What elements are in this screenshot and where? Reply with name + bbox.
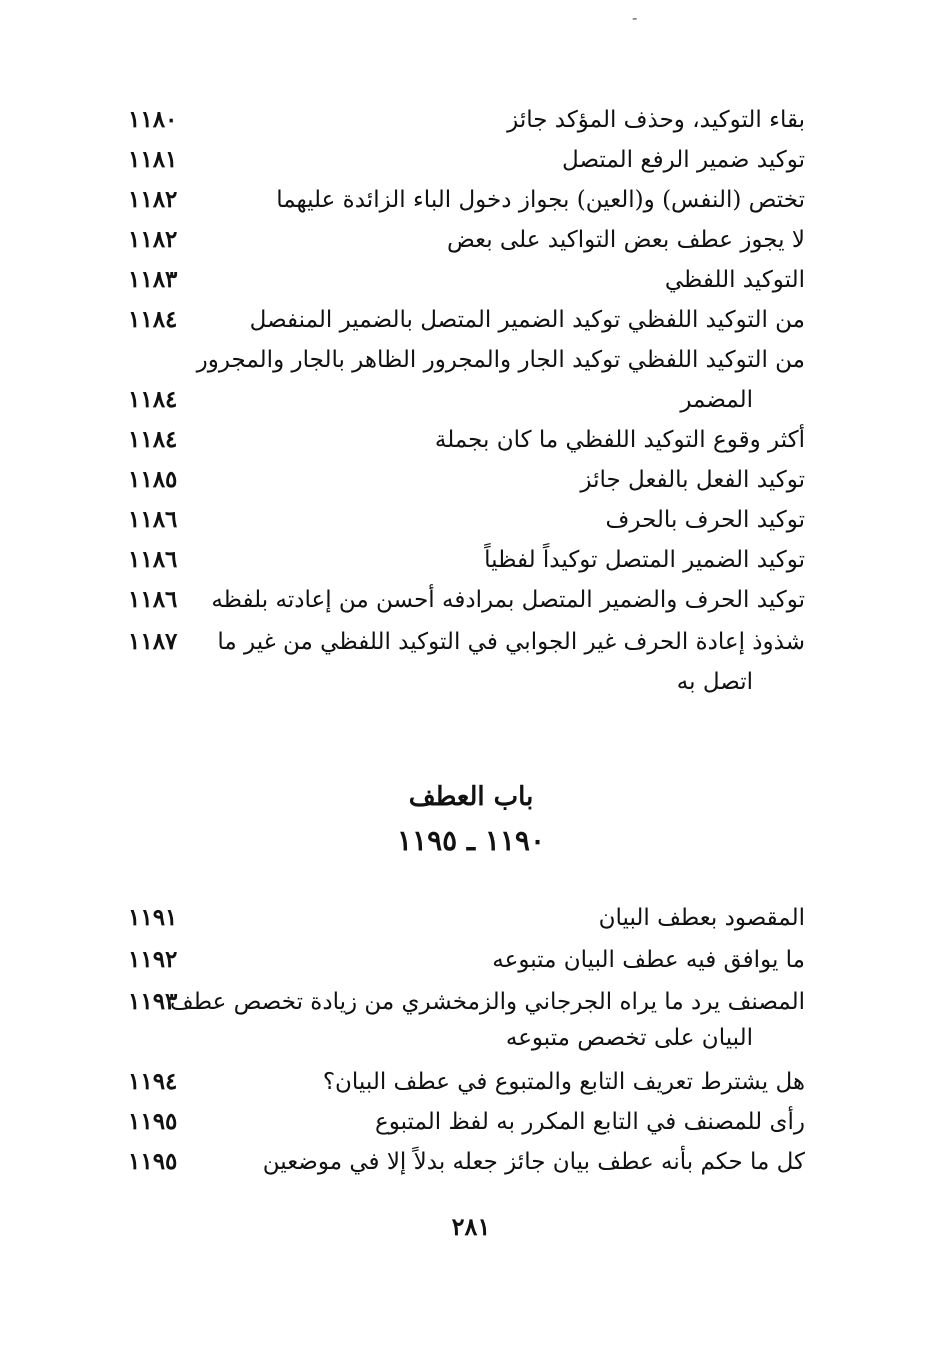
index-entry [120, 898, 805, 938]
entry-page: ١١٩٤ [128, 1068, 178, 1095]
entry-page: ١١٩٥ [128, 1148, 178, 1175]
entry-text: المصنف يرد ما يراه الجرجاني والزمخشري من زيادة تخصص عطف [169, 989, 805, 1015]
entry-continuation: البيان على تخصص متبوعه [505, 1025, 753, 1051]
index-entry [120, 1062, 805, 1102]
entry-text: من التوكيد اللفظي توكيد الضمير المتصل بالضمير المنفصل [249, 307, 805, 333]
entry-page: ١١٨٢ [128, 226, 178, 253]
index-entry [120, 340, 805, 380]
page-number: ٢٨١ [451, 1212, 491, 1241]
entry-page: ١١٨٧ [128, 628, 178, 655]
index-entry [120, 100, 805, 140]
entry-text: المقصود بعطف البيان [598, 905, 805, 931]
entry-page: ١١٩١ [128, 904, 178, 931]
entry-page: ١١٨٦ [128, 546, 178, 573]
index-entry [120, 622, 805, 662]
entry-text: شذوذ إعادة الحرف غير الجوابي في التوكيد اللفظي من غير ما [217, 629, 805, 655]
entry-continuation: اتصل به [676, 669, 753, 695]
entry-text: بقاء التوكيد، وحذف المؤكد جائز [507, 107, 805, 133]
section-page-range: ١١٩٠ ـ ١١٩٥ [396, 824, 545, 857]
entry-text: تختص (النفس) و(العين) بجواز دخول الباء الزائدة عليهما [276, 187, 805, 213]
index-entry [120, 982, 805, 1022]
entry-text: من التوكيد اللفظي توكيد الجار والمجرور الظاهر بالجار والمجرور [196, 347, 805, 373]
entry-text: هل يشترط تعريف التابع والمتبوع في عطف البيان؟ [322, 1069, 805, 1095]
index-entry [120, 540, 805, 580]
index-entry [120, 260, 805, 300]
entry-page: ١١٨٦ [128, 506, 178, 533]
section-title: باب العطف [408, 782, 534, 812]
entry-continuation: المضمر [680, 387, 753, 413]
entry-text: توكيد الفعل بالفعل جائز [580, 467, 805, 493]
index-entry [120, 180, 805, 220]
entry-text: التوكيد اللفظي [664, 267, 805, 293]
entry-text: توكيد الحرف والضمير المتصل بمرادفه أحسن من إعادته بلفظه [211, 587, 805, 613]
entry-text: كل ما حكم بأنه عطف بيان جائز جعله بدلاً إلا في موضعين [262, 1149, 805, 1175]
entry-page: ١١٨٥ [128, 466, 178, 493]
index-entry [120, 500, 805, 540]
entry-page: ١١٨٤ [128, 306, 178, 333]
entry-text: توكيد الضمير المتصل توكيداً لفظياً [484, 547, 805, 573]
entry-page: ١١٨١ [128, 146, 178, 173]
entry-page: ١١٨٤ [128, 386, 178, 413]
index-entry-continuation [120, 380, 805, 420]
entry-page: ١١٩٥ [128, 1108, 178, 1135]
entry-page: ١١٨٢ [128, 186, 178, 213]
index-entry-continuation [120, 1018, 805, 1058]
index-entry [120, 940, 805, 980]
entry-page: ١١٩٣ [128, 988, 178, 1015]
index-entry [120, 460, 805, 500]
top-mark: - [632, 8, 638, 27]
index-entry-continuation [120, 662, 805, 702]
entry-page: ١١٨٠ [128, 106, 178, 133]
index-entry [120, 580, 805, 620]
entry-text: توكيد ضمير الرفع المتصل [562, 147, 805, 173]
entry-text: ما يوافق فيه عطف البيان متبوعه [492, 947, 805, 973]
entry-page: ١١٨٣ [128, 266, 178, 293]
entry-text: لا يجوز عطف بعض التواكيد على بعض [446, 227, 805, 253]
entry-text: توكيد الحرف بالحرف [605, 507, 805, 533]
index-entry [120, 1102, 805, 1142]
entry-page: ١١٨٤ [128, 426, 178, 453]
entry-text: أكثر وقوع التوكيد اللفظي ما كان بجملة [434, 427, 805, 453]
entry-text: رأى للمصنف في التابع المكرر به لفظ المتبوع [374, 1109, 805, 1135]
index-entry [120, 1142, 805, 1182]
index-entry [120, 140, 805, 180]
index-entry [120, 300, 805, 340]
entry-page: ١١٩٢ [128, 946, 178, 973]
entry-page: ١١٨٦ [128, 586, 178, 613]
index-entry [120, 420, 805, 460]
index-entry [120, 220, 805, 260]
